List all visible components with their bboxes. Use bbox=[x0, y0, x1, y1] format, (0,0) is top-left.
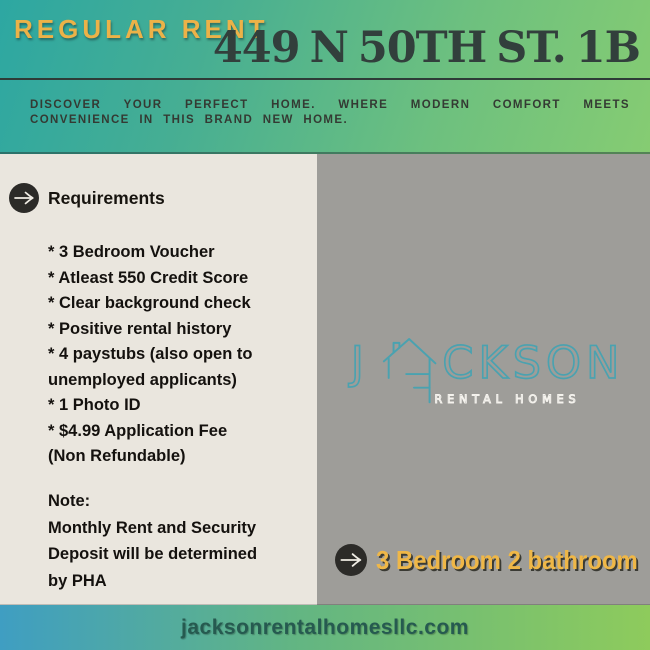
requirement-line: (Non Refundable) bbox=[48, 447, 186, 465]
requirement-line: * 1 Photo ID bbox=[48, 396, 141, 414]
header-divider bbox=[0, 78, 650, 80]
logo-letter-j: J bbox=[350, 335, 369, 389]
note-line: Monthly Rent and Security bbox=[48, 518, 257, 537]
arrow-circle-icon bbox=[335, 544, 367, 576]
requirements-panel bbox=[0, 154, 317, 605]
requirement-line: * 3 Bedroom Voucher bbox=[48, 243, 215, 261]
requirement-line: * Atleast 550 Credit Score bbox=[48, 268, 249, 287]
requirements-title: Requirements bbox=[48, 187, 165, 208]
feature-text: 3 Bedroom 2 bathroom bbox=[376, 544, 638, 575]
arrow-circle-icon bbox=[9, 183, 39, 213]
requirement-line: * $4.99 Application Fee bbox=[48, 421, 228, 440]
note-line: by PHA bbox=[48, 571, 107, 590]
requirement-line: unemployed applicants) bbox=[48, 370, 237, 389]
requirements-header bbox=[9, 183, 165, 213]
category-label: REGULAR RENT bbox=[14, 14, 269, 44]
requirements-list bbox=[48, 240, 310, 470]
tagline bbox=[30, 98, 630, 128]
requirement-line: * Clear background check bbox=[48, 294, 251, 312]
house-a-icon bbox=[384, 339, 436, 402]
jackson-rental-homes-logo bbox=[341, 330, 633, 422]
tagline-line-2: CONVENIENCE IN THIS BRAND NEW HOME. bbox=[30, 114, 349, 126]
logo-subtitle: RENTAL HOMES bbox=[434, 393, 581, 407]
logo-letters-ckson: CKSON bbox=[442, 335, 625, 389]
property-address: 449 N 50TH ST. 1B bbox=[212, 23, 640, 73]
footer-bar bbox=[0, 605, 650, 650]
brand-panel bbox=[317, 154, 650, 605]
note-line: Note: bbox=[48, 492, 91, 510]
requirement-line: * 4 paystubs (also open to bbox=[48, 345, 253, 363]
website-url: jacksonrentalhomesllc.com bbox=[181, 616, 469, 639]
note-line: Deposit will be determined bbox=[48, 545, 258, 563]
note-block bbox=[48, 488, 310, 594]
requirement-line: * Positive rental history bbox=[48, 319, 232, 338]
tagline-line-1: DISCOVER YOUR PERFECT HOME. WHERE MODERN COMFORT MEETS bbox=[30, 99, 630, 111]
feature-row bbox=[335, 544, 650, 576]
